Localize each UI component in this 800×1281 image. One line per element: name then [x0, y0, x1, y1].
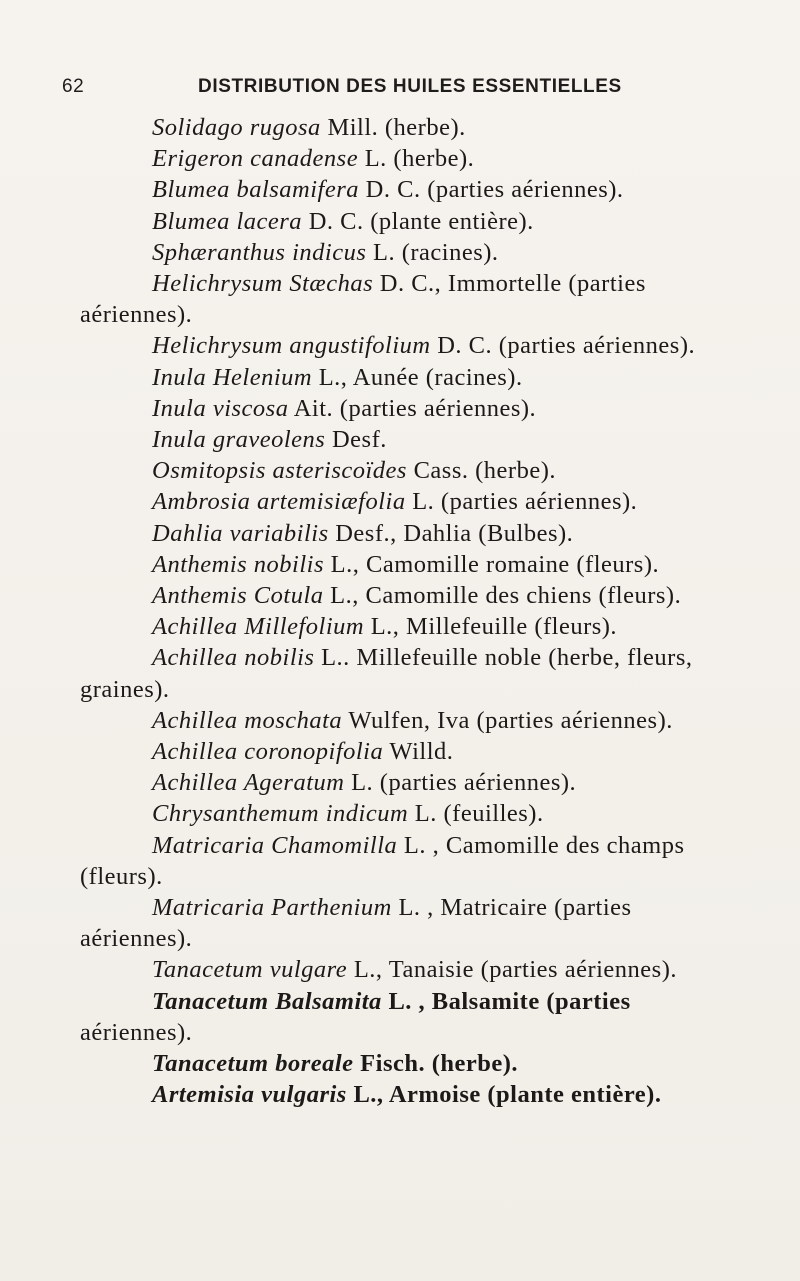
entry-line [116, 580, 724, 611]
entry-line [116, 642, 724, 673]
species-entry [80, 611, 724, 642]
species-detail-continued: aériennes). [80, 301, 193, 329]
entry-line [116, 705, 724, 736]
species-name: Matricaria Parthenium [152, 894, 392, 922]
entry-line [116, 1048, 724, 1079]
species-name: Ambrosia artemisiæfolia [152, 488, 406, 516]
species-detail: L., Camomille des chiens (fleurs). [323, 582, 682, 610]
species-name: Tanacetum boreale [152, 1050, 354, 1078]
species-detail: L. (parties aériennes). [405, 488, 638, 516]
entry-line [116, 393, 724, 424]
species-detail: L. (racines). [366, 238, 499, 266]
entry-line [116, 767, 724, 798]
entry-line [116, 830, 724, 861]
species-name: Anthemis nobilis [152, 550, 325, 578]
species-detail: L. (herbe). [358, 145, 475, 173]
species-entry [80, 174, 724, 205]
species-entry [80, 330, 724, 361]
species-name: Solidago rugosa [152, 114, 321, 141]
species-entry [80, 642, 724, 704]
species-name: Blumea lacera [152, 207, 303, 235]
entry-line [116, 424, 724, 455]
species-detail: Mill. (herbe). [320, 114, 466, 141]
species-detail: D. C. (plante entière). [302, 207, 534, 235]
entry-line [116, 112, 724, 143]
entry-line [116, 736, 724, 767]
species-detail: Wulfen, Iva (parties aériennes). [342, 706, 673, 734]
species-name: Achillea nobilis [152, 644, 315, 672]
entry-line [116, 518, 724, 549]
page-number: 62 [62, 76, 85, 97]
species-entry [80, 954, 724, 985]
entry-line [116, 549, 724, 580]
species-entry [80, 986, 724, 1048]
species-entry [80, 736, 724, 767]
species-entry [80, 455, 724, 486]
species-detail: Willd. [383, 738, 454, 766]
species-detail: L., Aunée (racines). [312, 363, 523, 391]
species-detail: L., Camomille romaine (fleurs). [324, 550, 660, 578]
species-entry [80, 206, 724, 237]
species-name: Inula graveolens [152, 426, 326, 454]
species-entry [80, 580, 724, 611]
species-entry [80, 362, 724, 393]
entry-line [116, 206, 724, 237]
species-entry [80, 892, 724, 954]
species-name: Osmitopsis asteriscoïdes [152, 457, 407, 485]
entry-line [116, 486, 724, 517]
species-name: Inula Helenium [152, 363, 313, 391]
species-entry [80, 798, 724, 829]
species-name: Inula viscosa [152, 394, 289, 422]
species-detail: Desf., Dahlia (Bulbes). [328, 519, 574, 547]
species-detail: D. C., Immortelle (parties [373, 270, 646, 298]
species-detail: L., Millefeuille (fleurs). [364, 613, 618, 641]
species-name: Achillea coronopifolia [152, 738, 384, 766]
entry-line [116, 143, 724, 174]
entry-line [116, 362, 724, 393]
species-name: Erigeron canadense [152, 145, 359, 173]
species-entry [80, 767, 724, 798]
entry-line [116, 268, 724, 299]
species-entry [80, 393, 724, 424]
species-name: Dahlia variabilis [152, 519, 329, 547]
species-detail: L. (parties aériennes). [344, 769, 577, 797]
species-entry [80, 830, 724, 892]
species-entry [80, 549, 724, 580]
species-name: Anthemis Cotula [152, 582, 324, 610]
species-name: Achillea Ageratum [152, 769, 345, 797]
entry-line [116, 237, 724, 268]
running-head [62, 76, 632, 102]
species-name: Artemisia vulgaris [152, 1081, 347, 1109]
entry-line [116, 455, 724, 486]
running-title: DISTRIBUTION DES HUILES ESSENTIELLES [198, 76, 622, 97]
species-detail-continued: aériennes). [80, 925, 193, 953]
species-name: Tanacetum vulgare [152, 956, 348, 984]
species-name: Helichrysum Stæchas [152, 270, 374, 298]
species-detail-continued: (fleurs). [80, 862, 163, 890]
species-entry [80, 237, 724, 268]
species-detail: L. , Camomille des champs [397, 831, 685, 859]
species-entry [80, 143, 724, 174]
species-entry [80, 486, 724, 517]
entry-line [116, 330, 724, 361]
species-entry [80, 112, 724, 143]
species-name: Chrysanthemum indicum [152, 800, 409, 828]
species-detail: Fisch. (herbe). [353, 1050, 519, 1078]
species-detail: Desf. [325, 426, 387, 454]
entry-line [116, 986, 724, 1017]
entry-line [116, 1079, 724, 1110]
species-detail: L., Armoise (plante entière). [346, 1081, 662, 1109]
species-entry [80, 1079, 724, 1110]
species-entry [80, 424, 724, 455]
species-list [80, 112, 760, 1111]
entry-line [116, 954, 724, 985]
species-name: Tanacetum Balsamita [152, 987, 382, 1015]
species-name: Helichrysum angustifolium [152, 332, 431, 360]
species-detail-continued: graines). [80, 675, 170, 703]
species-entry [80, 705, 724, 736]
species-detail: L., Tanaisie (parties aériennes). [347, 956, 677, 984]
species-detail: D. C. (parties aériennes). [359, 176, 624, 204]
entry-line [116, 174, 724, 205]
species-detail: L. , Matricaire (parties [391, 894, 632, 922]
species-detail-continued: aériennes). [80, 1018, 193, 1046]
species-detail: D. C. (parties aériennes). [430, 332, 696, 360]
entry-line [116, 611, 724, 642]
species-entry [80, 518, 724, 549]
entry-line [116, 892, 724, 923]
species-detail: L. , Balsamite (parties [381, 987, 631, 1015]
species-detail: L. (feuilles). [408, 800, 544, 828]
species-detail: L.. Millefeuille noble (herbe, fleurs, [314, 644, 693, 672]
species-entry [80, 268, 724, 330]
species-name: Achillea Millefolium [152, 613, 365, 641]
entry-line [116, 798, 724, 829]
species-detail: Cass. (herbe). [406, 457, 556, 485]
species-name: Achillea moschata [152, 706, 343, 734]
species-name: Sphæranthus indicus [152, 238, 367, 266]
species-detail: Ait. (parties aériennes). [288, 394, 537, 422]
species-entry [80, 1048, 724, 1079]
species-name: Matricaria Chamomilla [152, 831, 398, 859]
species-name: Blumea balsamifera [152, 176, 360, 204]
